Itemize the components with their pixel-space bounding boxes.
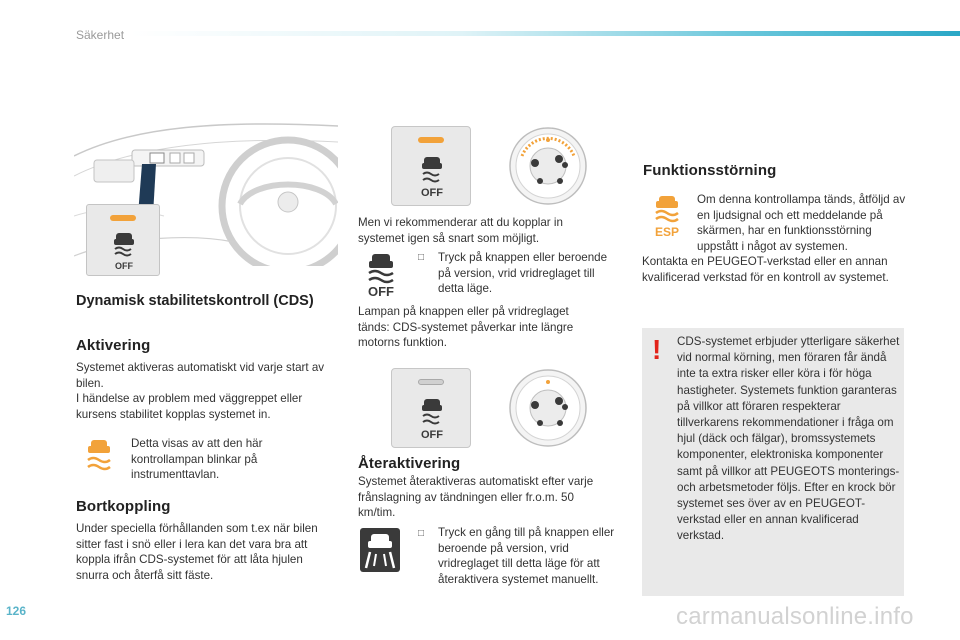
bullet-1-text: Tryck på knappen eller beroende på version, vrid vridreglaget till detta läge. — [438, 251, 608, 295]
cds-off-icon — [417, 397, 447, 441]
cds-off-button — [391, 126, 471, 206]
off-label: OFF — [368, 284, 394, 298]
activation-heading: Aktivering — [76, 337, 151, 354]
activation-text-2: I händelse av problem med väggreppet eller kursens stabilitet kopplas systemet in. — [76, 392, 303, 421]
watermark: carmanualsonline.info — [676, 603, 914, 630]
disconnect-heading: Bortkoppling — [76, 498, 171, 515]
reactivation-heading: Återaktivering — [358, 455, 461, 472]
activation-text: Systemet aktiveras automatiskt vid varje start av bilen. — [76, 361, 325, 390]
section-title: Säkerhet — [76, 28, 125, 42]
off-label: OFF — [115, 261, 133, 271]
contact-text: Kontakta en PEUGEOT-verkstad eller en annan kvalificerad verkstad för en kontroll av systemet. — [642, 255, 889, 284]
header-accent-bar — [130, 31, 960, 36]
warning-panel — [642, 328, 904, 596]
cds-warning-lamp-icon — [84, 438, 114, 478]
esp-label: ESP — [654, 225, 680, 238]
page-title: Dynamisk stabilitetskontroll (CDS) — [76, 293, 314, 309]
warning-text: CDS-systemet erbjuder ytterligare säkerhet vid normal körning, men föraren får ändå inte ta extra risker eller köra i för höga hastigheter. Systemets funktion garanteras på villkor att föraren respekterar tillverkarens rekommendationer i fråga om hjul (däck och fälgar), bromssystemets komponenter, elektroniska komponenter samt på villkor att PEUGEOTS monterings- och arbetsmetoder följs. Efter en krock bör systemet ses över av en PEUGEOT-verkstad eller en annan kvalificerad verkstad. — [677, 335, 900, 543]
orange-lamp-icon — [418, 137, 444, 143]
bullet-2-marker: □ — [418, 528, 425, 539]
disconnect-text: Under speciella förhållanden som t.ex när bilen sitter fast i snö eller i lera kan det vara bra att koppla ifrån CDS-systemet för att låta hjulen snurra och återfå sitt fäste. — [76, 522, 318, 582]
page-number: 126 — [6, 604, 27, 618]
grey-lamp-icon — [418, 379, 444, 385]
reactivation-text: Systemet återaktiveras automatiskt efter varje frånslagning av tändningen eller fr.o.m. 50 km/tim. — [358, 475, 594, 519]
cds-button-callout — [86, 204, 160, 276]
indicator-text: Detta visas av att den här kontrollampan blinkar på instrumenttavlan. — [131, 437, 263, 481]
selector-dial-off-icon — [508, 126, 588, 206]
warning-exclamation-icon: ! — [652, 334, 662, 365]
bullet-1-marker: □ — [418, 252, 425, 263]
cds-on-button — [391, 368, 471, 448]
off-label: OFF — [421, 187, 443, 199]
off-label: OFF — [421, 429, 443, 441]
selector-dial-on-icon — [508, 368, 588, 448]
lamp-text: Lampan på knappen eller på vridreglaget tänds: CDS-systemet påverkar inte längre motorns funktion. — [358, 305, 574, 349]
bullet-2-text: Tryck en gång till på knappen eller beroende på version, vrid vridreglaget till detta läge för att återaktivera systemet manuellt. — [438, 526, 615, 586]
recommend-text: Men vi rekommenderar att du kopplar in systemet igen så snart som möjligt. — [358, 216, 563, 245]
orange-lamp-icon — [110, 215, 136, 221]
malfunction-heading: Funktionsstörning — [643, 162, 777, 179]
malfunction-text: Om denna kontrollampa tänds, åtföljd av en ljudsignal och ett meddelande på skärmen, har en funktionsstörning uppstått i något av systemen. — [697, 193, 906, 253]
esp-warning-lamp-icon — [650, 194, 684, 238]
cds-off-icon — [109, 231, 139, 271]
cds-off-symbol-icon — [360, 252, 402, 298]
cds-active-symbol-icon — [360, 528, 400, 572]
cds-off-icon — [417, 155, 447, 199]
